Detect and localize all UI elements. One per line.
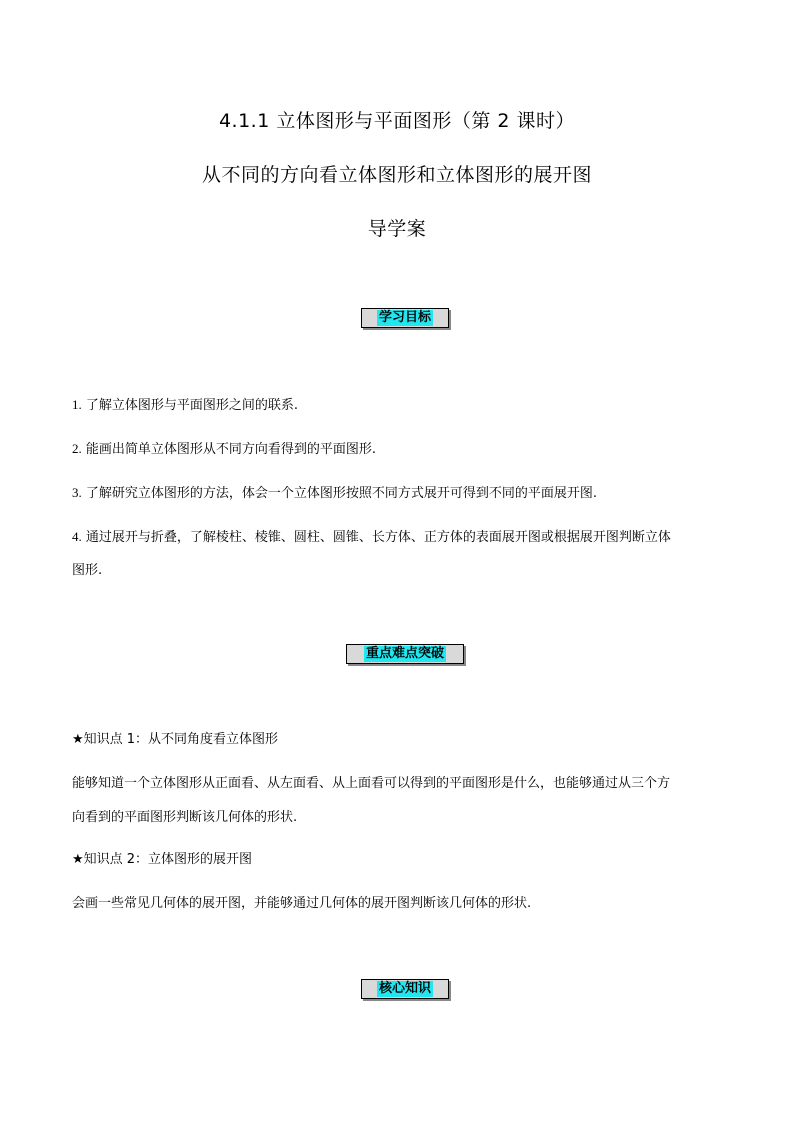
section-header-goals: [361, 308, 449, 328]
knowledge-point-2-title: ★知识点 2：立体图形的展开图: [72, 852, 253, 867]
knowledge-point-1-text-continued: 向看到的平面图形判断该几何体的形状.: [72, 810, 298, 825]
goal-item-2: [72, 441, 376, 458]
goal-item-4-continued: 图形.: [72, 563, 103, 578]
goal-number: 1.: [72, 397, 82, 412]
goal-item-3: [72, 485, 597, 502]
goal-number: 2.: [72, 441, 82, 456]
knowledge-point-2-text: 会画一些常见几何体的展开图，并能够通过几何体的展开图判断该几何体的形状.: [72, 896, 532, 911]
goal-item-1: [72, 397, 298, 414]
goal-text: 能画出简单立体图形从不同方向看得到的平面图形.: [85, 442, 377, 457]
section-header-key-points: [346, 644, 464, 664]
knowledge-point-1-title: ★知识点 1：从不同角度看立体图形: [72, 732, 279, 747]
document-type: 导学案: [367, 218, 427, 240]
goal-text: 了解立体图形与平面图形之间的联系.: [85, 398, 299, 413]
knowledge-point-1-text: 能够知道一个立体图形从正面看、从左面看、从上面看可以得到的平面图形是什么，也能够通过从三个方: [72, 776, 671, 791]
goal-text: 了解研究立体图形的方法，体会一个立体图形按照不同方式展开可得到不同的平面展开图.: [85, 486, 598, 501]
lesson-subtitle: 从不同的方向看立体图形和立体图形的展开图: [201, 164, 592, 186]
goal-text: 通过展开与折叠，了解棱柱、棱锥、圆柱、圆锥、长方体、正方体的表面展开图或根据展开图判断立体: [85, 530, 671, 545]
section-header-core: [361, 979, 449, 999]
goal-number: 3.: [72, 485, 82, 500]
section-header-label: 学习目标: [378, 310, 431, 325]
goal-number: 4.: [72, 529, 82, 544]
goal-item-4: [72, 529, 671, 546]
lesson-title: 4.1.1 立体图形与平面图形（第 2 课时）: [218, 110, 576, 132]
section-header-label: 核心知识: [378, 981, 431, 996]
section-header-label: 重点难点突破: [365, 646, 444, 661]
